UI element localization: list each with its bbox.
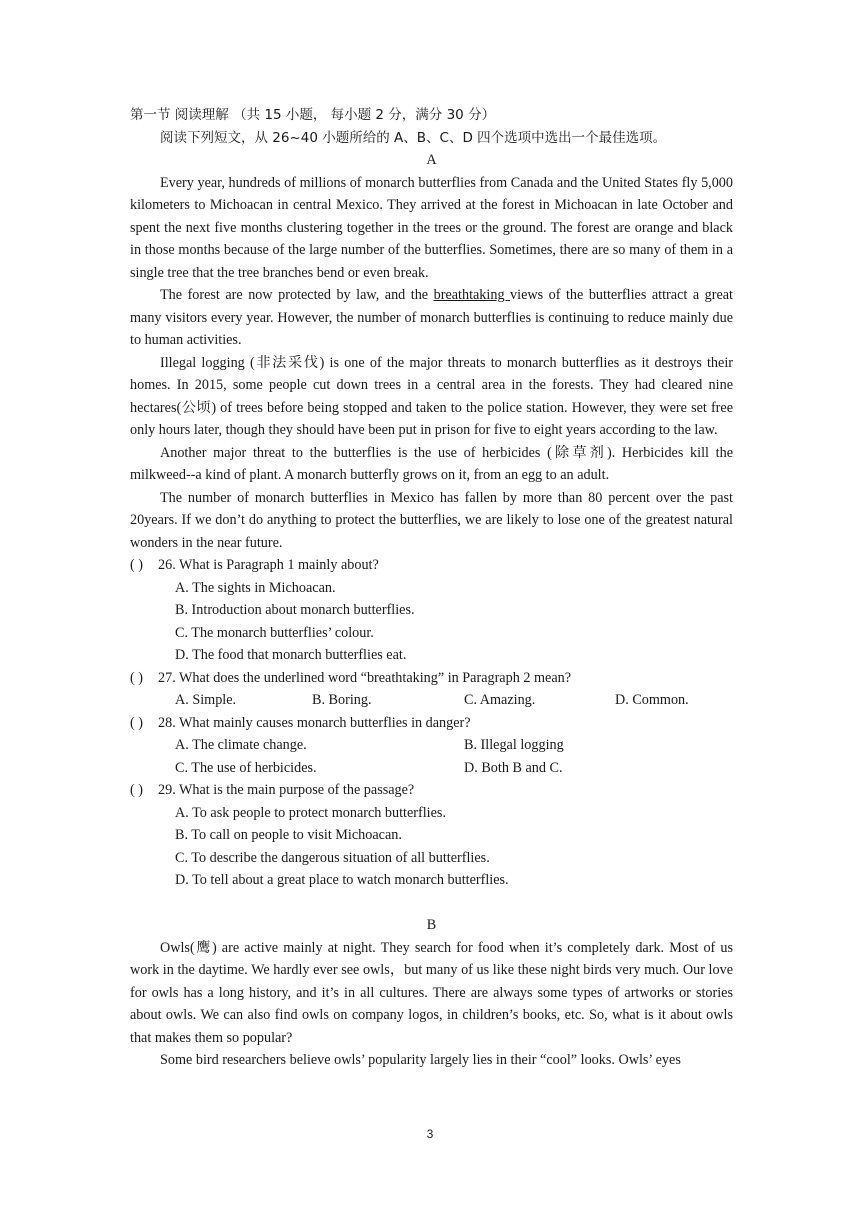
page-number: 3 [426, 1127, 434, 1141]
answer-blank[interactable]: ( ) [130, 714, 143, 731]
option-a: A. The climate change. [175, 737, 307, 753]
option-b: B. Illegal logging [464, 737, 564, 753]
passage-a-paragraph-5: The number of monarch butterflies in Mexico has fallen by more than 80 percent over the past 20years. If we don’t do anything to protect the butterflies, we are likely to lose one of the greatest natural wonders in the near future. [130, 489, 733, 551]
question-text: 27. What does the underlined word “breathtaking” in Paragraph 2 mean? [158, 669, 572, 686]
instruction: 阅读下列短文，从 26~40 小题所给的 A、B、C、D 四个选项中选出一个最佳选项。 [160, 129, 667, 146]
options-row [175, 689, 733, 712]
option-c: C. The monarch butterflies’ colour. [175, 624, 374, 641]
passage-b-letter: B [426, 917, 437, 933]
option-a: A. Simple. [175, 692, 237, 708]
passage-b-paragraph-1: Owls(鹰) are active mainly at night. They search for food when it’s completely dark. Most of us work in the daytime. We hardly ever see owls，but many of us like these night birds very much. Our love for owls has a long history, and it’s in all cultures. There are always some types of artworks or stories about owls. We can also find owls on company logos, in children’s books, etc. So, what is it about owls that makes them so popular? [130, 939, 733, 1046]
option-c: C. To describe the dangerous situation of all butterflies. [175, 849, 490, 866]
option-d: D. Common. [615, 692, 689, 708]
option-b: B. Introduction about monarch butterflies. [175, 602, 415, 618]
option-a: A. To ask people to protect monarch butterflies. [175, 804, 446, 821]
exam-content [130, 104, 733, 1072]
section-title: 第一节 阅读理解 （共 15 小题， 每小题 2 分，满分 30 分） [130, 107, 496, 123]
question-29 [130, 779, 733, 892]
paragraph-2-text-before: The forest are now protected by law, and the [160, 287, 434, 303]
option-c: C. Amazing. [464, 692, 536, 708]
option-b: B. Boring. [312, 692, 372, 708]
question-27 [130, 667, 733, 712]
question-26 [130, 554, 733, 667]
question-text: 29. What is the main purpose of the passage? [158, 782, 415, 798]
question-text: 28. What mainly causes monarch butterflies in danger? [158, 714, 471, 731]
option-b: B. To call on people to visit Michoacan. [175, 827, 402, 843]
answer-blank[interactable]: ( ) [130, 669, 143, 686]
options-row-2 [175, 757, 733, 780]
question-text: 26. What is Paragraph 1 mainly about? [158, 557, 379, 573]
answer-blank[interactable]: ( ) [130, 782, 143, 798]
passage-b-paragraph-2: Some bird researchers believe owls’ popularity largely lies in their “cool” looks. Owls’ eyes [160, 1052, 681, 1068]
passage-a-paragraph-1: Every year, hundreds of millions of monarch butterflies from Canada and the United States fly 5,000 kilometers to Michoacan in central Mexico. They arrived at the forest in Michoacan in late October and spent the next five months clustering together in the trees or the ground. The forest are orange and black in those months because of the large number of the butterflies. Sometimes, there are so many of them in a single tree that the tree branches bend or even break. [130, 174, 733, 281]
option-a: A. The sights in Michoacan. [175, 579, 336, 596]
passage-a-letter: A [426, 152, 437, 168]
question-28 [130, 712, 733, 780]
answer-blank[interactable]: ( ) [130, 557, 143, 573]
passage-a-paragraph-4: Another major threat to the butterflies is the use of herbicides (除草剂). Herbicides kill the milkweed--a kind of plant. A monarch butterfly grows on it, from an egg to an adult. [130, 444, 733, 483]
option-d: D. Both B and C. [464, 759, 563, 776]
underlined-word-breathtaking: breathtaking [433, 287, 511, 303]
paragraph-2-text-after: views of the butterflies attract a great many visitors every year. However, the number of monarch butterflies is continuing to reduce mainly due to human activities. [130, 287, 733, 348]
options-row-1 [175, 734, 733, 757]
option-c: C. The use of herbicides. [175, 759, 317, 776]
option-d: D. To tell about a great place to watch monarch butterflies. [175, 872, 509, 888]
passage-a-paragraph-3: Illegal logging (非法采伐) is one of the major threats to monarch butterflies as it destroys their homes. In 2015, some people cut down trees in a central area in the forests. They had cleared nine hectares(公顷) of trees before being stopped and taken to the police station. However, they were set free only hours later, though they should have been put in prison for five to eight years according to the law. [130, 354, 733, 438]
option-d: D. The food that monarch butterflies eat. [175, 647, 407, 663]
passage-a-paragraph-2 [130, 284, 733, 352]
spacer [130, 892, 733, 915]
